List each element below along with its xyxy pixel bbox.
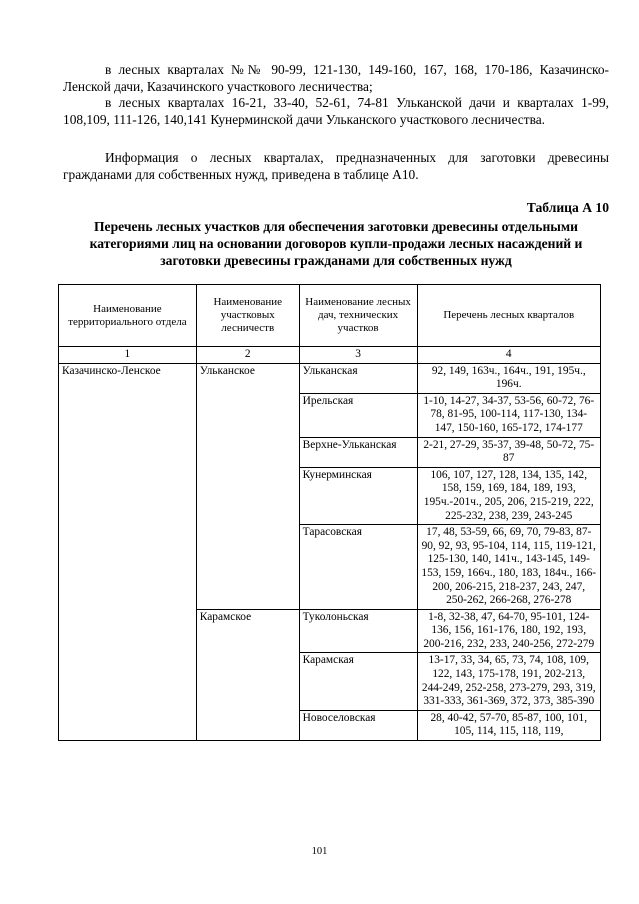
table-header-row: [59, 285, 601, 347]
dacha-cell: Карамская: [299, 653, 417, 710]
forestry-cell: Карамское: [196, 609, 299, 740]
dacha-cell: Ирельская: [299, 393, 417, 437]
quarters-cell: 17, 48, 53-59, 66, 69, 70, 79-83, 87-90, 92, 93, 95-104, 114, 115, 119-121, 125-130, 140, 141ч., 143-145, 149-153, 159, 166ч., 180, 183, 184ч., 166-200, 206-215, 218-237, 243, 247, 250-262, 266-268, 276-278: [417, 525, 601, 610]
column-number: 3: [299, 347, 417, 364]
table-label: Таблица А 10: [526, 200, 609, 215]
quarters-cell: 106, 107, 127, 128, 134, 135, 142, 158, 159, 169, 184, 189, 193, 195ч.-201ч., 205, 206, 215-219, 222, 225-232, 238, 239, 243-245: [417, 467, 601, 524]
quarters-cell: 28, 40-42, 57-70, 85-87, 100, 101, 105, 114, 115, 118, 119,: [417, 710, 601, 740]
quarters-cell: 1-10, 14-27, 34-37, 53-56, 60-72, 76-78, 81-95, 100-114, 117-130, 134-147, 150-160, 165-172, 174-177: [417, 393, 601, 437]
dacha-cell: Тарасовская: [299, 525, 417, 610]
header-dacha: Наименование лесных дач, технических участков: [299, 285, 417, 347]
quarters-cell: 1-8, 32-38, 47, 64-70, 95-101, 124-136, 156, 161-176, 180, 192, 193, 200-216, 232, 233, 240-256, 272-279: [417, 609, 601, 653]
forestry-cell: Ульканское: [196, 363, 299, 609]
column-number: 4: [417, 347, 601, 364]
dacha-cell: Ульканская: [299, 363, 417, 393]
dacha-cell: Новоселовская: [299, 710, 417, 740]
quarters-cell: 2-21, 27-29, 35-37, 39-48, 50-72, 75-87: [417, 437, 601, 467]
column-number: 1: [59, 347, 197, 364]
header-department: Наименование территориального отдела: [59, 285, 197, 347]
dacha-cell: Туколоньская: [299, 609, 417, 653]
page-number: 101: [311, 846, 328, 857]
quarters-cell: 13-17, 33, 34, 65, 73, 74, 108, 109, 122, 143, 175-178, 191, 202-213, 244-249, 252-258, 273-279, 293, 319, 331-333, 361-369, 372, 373, 385-390: [417, 653, 601, 710]
paragraph-1: в лесных кварталах №№ 90-99, 121-130, 149-160, 167, 168, 170-186, Казачинско-Ленской дачи, Казачинского участкового лесничества;: [63, 62, 609, 94]
dacha-cell: Кунерминская: [299, 467, 417, 524]
quarters-cell: 92, 149, 163ч., 164ч., 191, 195ч., 196ч.: [417, 363, 601, 393]
forest-plots-table: [58, 284, 601, 741]
paragraph-2: в лесных кварталах 16-21, 33-40, 52-61, 74-81 Ульканской дачи и кварталах 1-99, 108,109, 111-126, 140,141 Кунерминской дачи Ульканского участкового лесничества.: [63, 95, 609, 127]
table-row: [59, 363, 601, 393]
header-forestry: Наименование участковых лесничеств: [196, 285, 299, 347]
header-quarters: Перечень лесных кварталов: [417, 285, 601, 347]
table-title: Перечень лесных участков для обеспечения заготовки древесины отдельными категориями лиц на основании договоров купли-продажи лесных насаждений и заготовки древесины гражданами для собственных нужд: [89, 219, 583, 268]
column-number: 2: [196, 347, 299, 364]
department-cell: Казачинско-Ленское: [59, 363, 197, 740]
dacha-cell: Верхне-Ульканская: [299, 437, 417, 467]
paragraph-3: Информация о лесных кварталах, предназначенных для заготовки древесины гражданами для собственных нужд, приведена в таблице А10.: [63, 150, 609, 182]
column-number-row: [59, 347, 601, 364]
